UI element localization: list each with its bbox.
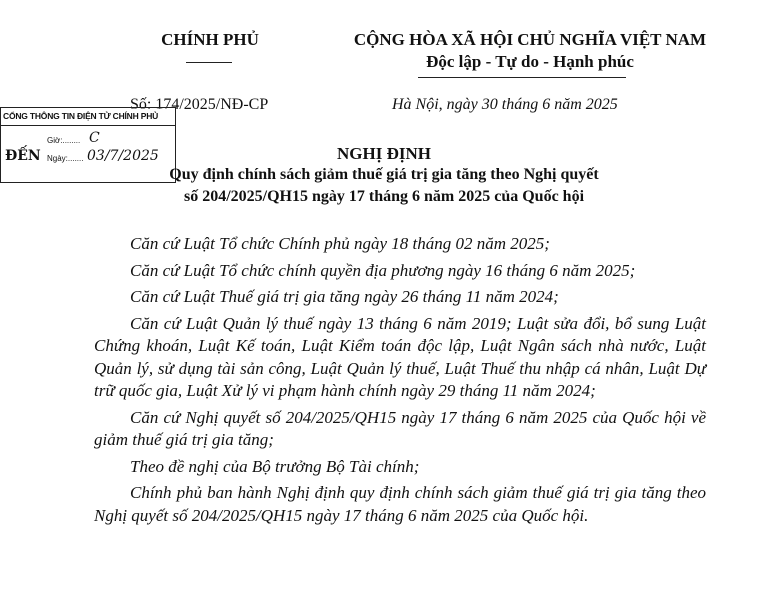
stamp-organization: CỔNG THÔNG TIN ĐIỆN TỬ CHÍNH PHỦ: [3, 111, 159, 121]
stamp-time-value: C: [89, 130, 100, 146]
issuing-agency: CHÍNH PHỦ: [161, 30, 259, 49]
national-title: CỘNG HÒA XÃ HỘI CHỦ NGHĨA VIỆT NAM: [353, 30, 707, 49]
legal-basis-section: [94, 233, 706, 527]
legal-basis-item: Căn cứ Luật Tổ chức chính quyền địa phương ngày 16 tháng 6 năm 2025;: [130, 260, 636, 280]
decree-title: NGHỊ ĐỊNH: [337, 144, 431, 163]
stamp-received-word: ĐẾN: [5, 148, 41, 164]
decree-subtitle-line-2: số 204/2025/QH15 ngày 17 tháng 6 năm 2025 của Quốc hội: [183, 188, 585, 205]
document-number: Số: 174/2025/NĐ-CP: [130, 96, 269, 113]
legal-basis-item: Căn cứ Luật Tổ chức Chính phủ ngày 18 tháng 02 năm 2025;: [130, 234, 550, 253]
legal-basis-item: Căn cứ Luật Thuế giá trị gia tăng ngày 26 tháng 11 năm 2024;: [130, 287, 559, 306]
legal-basis-item: Chính phủ ban hành Nghị định quy định chính sách giảm thuế giá trị gia tăng theo Nghị quyết số 204/2025/QH15 ngày 17 tháng 6 năm 2025 của Quốc hội.: [94, 483, 706, 525]
stamp-date-label: Ngày:.......: [47, 154, 84, 163]
legal-basis-item: Căn cứ Luật Quản lý thuế ngày 13 tháng 6 năm 2019; Luật sửa đổi, bổ sung Luật Chứng khoán, Luật Kế toán, Luật Kiểm toán độc lập, Luật Ngân sách nhà nước, Luật Quản lý, sử dụng tài sản công, Luật Quản lý thuế, Luật Thuế thu nhập cá nhân, Luật Dự trữ quốc gia, Luật Xử lý vi phạm hành chính ngày 29 tháng 11 năm 2024;: [94, 313, 706, 400]
stamp-date-value: 03/7/2025: [87, 148, 159, 164]
motto-underline: [418, 77, 626, 78]
national-motto: Độc lập - Tự do - Hạnh phúc: [426, 52, 634, 71]
legal-basis-item: Căn cứ Nghị quyết số 204/2025/QH15 ngày 17 tháng 6 năm 2025 của Quốc hội về giảm thuế giá trị gia tăng;: [94, 407, 706, 449]
stamp-time-label: Giờ:........: [47, 136, 81, 145]
legal-basis-item: Theo đề nghị của Bộ trưởng Bộ Tài chính;: [130, 456, 420, 476]
agency-underline: [186, 62, 232, 63]
place-and-date: Hà Nội, ngày 30 tháng 6 năm 2025: [392, 96, 618, 113]
decree-subtitle-line-1: Quy định chính sách giảm thuế giá trị gia tăng theo Nghị quyết: [169, 166, 599, 183]
stamp-divider: [1, 125, 175, 126]
